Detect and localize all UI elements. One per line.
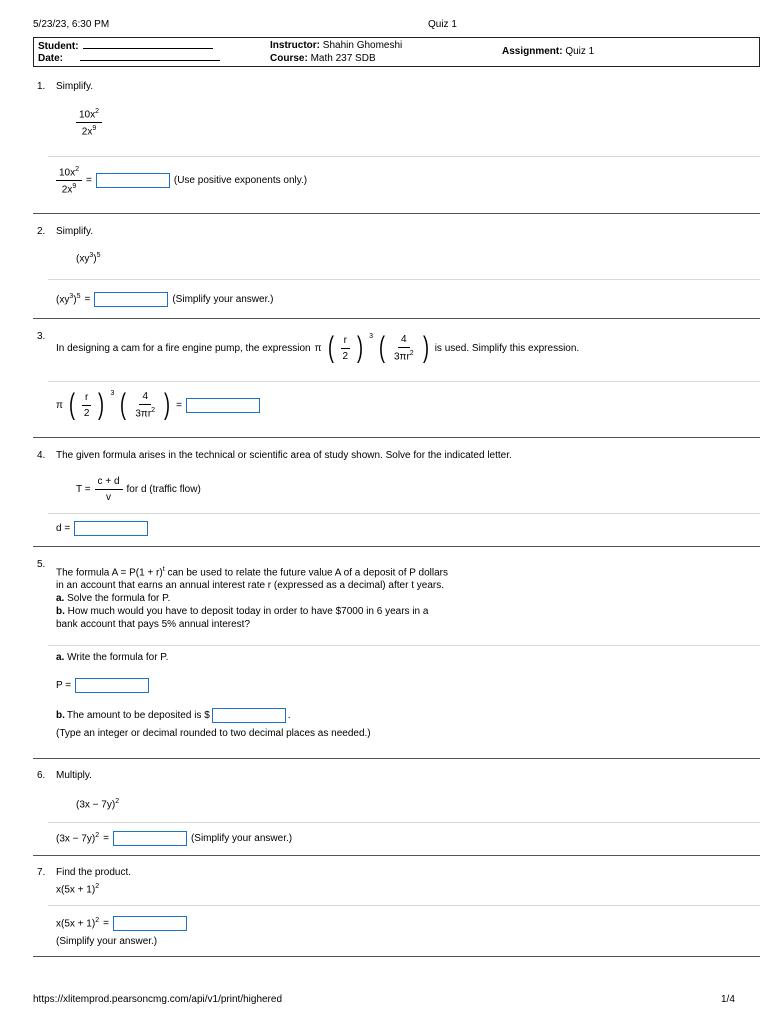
q1-answer-input[interactable] — [96, 173, 170, 188]
print-datetime: 5/23/23, 6:30 PM — [33, 19, 110, 30]
q1-answer-row: $\frac{10x^2}{2x^9}$ = (Use positive exponents only.) — [56, 166, 307, 196]
q5a-answer-input[interactable] — [75, 678, 149, 693]
q6-answer-row: $(3x - 7y)^2$ = (Simplify your answer.) — [56, 832, 293, 845]
q6-number: 6. — [37, 770, 46, 781]
q6-expression: $(3x - 7y)^2$ — [76, 798, 120, 811]
q4-formula: T = $\frac{c + d}{v}$ for d (traffic flow) — [76, 476, 201, 503]
q2-expression: $(xy^3)^5$ — [76, 252, 101, 265]
q3-number: 3. — [37, 331, 46, 342]
q7-hint: (Simplify your answer.) — [56, 936, 158, 947]
info-box — [33, 37, 760, 67]
q5a-write: a. Write the formula for P. — [56, 652, 169, 663]
q3-answer-input[interactable] — [186, 398, 260, 413]
q5a-answer-row: P = — [56, 678, 149, 693]
q5b-answer-input[interactable] — [212, 708, 286, 723]
q1-prompt: Simplify. — [56, 81, 94, 92]
q1-number: 1. — [37, 81, 46, 92]
q6-hint: (Simplify your answer.) — [190, 833, 293, 844]
q4-prompt: The given formula arises in the technical or scientific area of study shown. Solve for the indicated letter. — [56, 450, 512, 461]
q5-prompt: The formula $A = P(1 + r)^t$ can be used to relate the future value A of a deposit of P dollars in an account that earns an annual interest rate r (expressed as a decimal) after t years. a. Solve the formula for P. b. How much would you have to deposit today in order to have $7000 in 6 years in a bank account that pays 5% annual interest? — [56, 566, 449, 631]
q5b-answer-row: b. The amount to be deposited is $ . — [56, 710, 291, 721]
instructor-field: Instructor: Shahin Ghomeshi — [270, 40, 403, 51]
q2-number: 2. — [37, 226, 46, 237]
q5-number: 5. — [37, 559, 46, 570]
q7-expression: $x(5x + 1)^2$ — [56, 883, 100, 896]
q6-prompt: Multiply. — [56, 770, 92, 781]
q2-answer-row: $(xy^3)^5$ = (Simplify your answer.) — [56, 293, 274, 306]
q1-hint: (Use positive exponents only.) — [173, 175, 308, 187]
q4-number: 4. — [37, 450, 46, 461]
q6-answer-input[interactable] — [113, 831, 187, 846]
q1-expression: $\frac{10x^2}{2x^9}$ — [76, 108, 102, 138]
q7-answer-input[interactable] — [113, 916, 187, 931]
q3-prompt: In designing a cam for a fire engine pump, the expression π ( $\frac{r}{2}$ ) $^3$ ( $\frac{4}{3\pi r^2}$ ) is used. Simplify this expression. — [56, 331, 580, 364]
q3-answer-row: π ( $\frac{r}{2}$ ) $^3$ ( $\frac{4}{3\pi r^2}$ ) = — [56, 390, 260, 420]
q4-answer-input[interactable] — [74, 521, 148, 536]
q2-hint: (Simplify your answer.) — [172, 294, 274, 305]
q7-answer-row: $x(5x + 1)^2$ = — [56, 916, 187, 931]
student-field: Student: — [38, 41, 213, 52]
q7-number: 7. — [37, 867, 46, 878]
footer-page-number: 1/4 — [721, 994, 735, 1005]
q2-prompt: Simplify. — [56, 226, 94, 237]
date-field: Date: — [38, 53, 220, 64]
q7-prompt: Find the product. — [56, 867, 132, 878]
q4-answer-row: d = — [56, 521, 148, 536]
assignment-field: Assignment: Quiz 1 — [502, 46, 595, 57]
footer-url: https://xlitemprod.pearsoncmg.com/api/v1/print/highered — [33, 994, 283, 1005]
q2-answer-input[interactable] — [94, 292, 168, 307]
q5b-hint: (Type an integer or decimal rounded to two decimal places as needed.) — [56, 728, 371, 739]
course-field: Course: Math 237 SDB — [270, 53, 376, 64]
print-title: Quiz 1 — [428, 19, 457, 30]
